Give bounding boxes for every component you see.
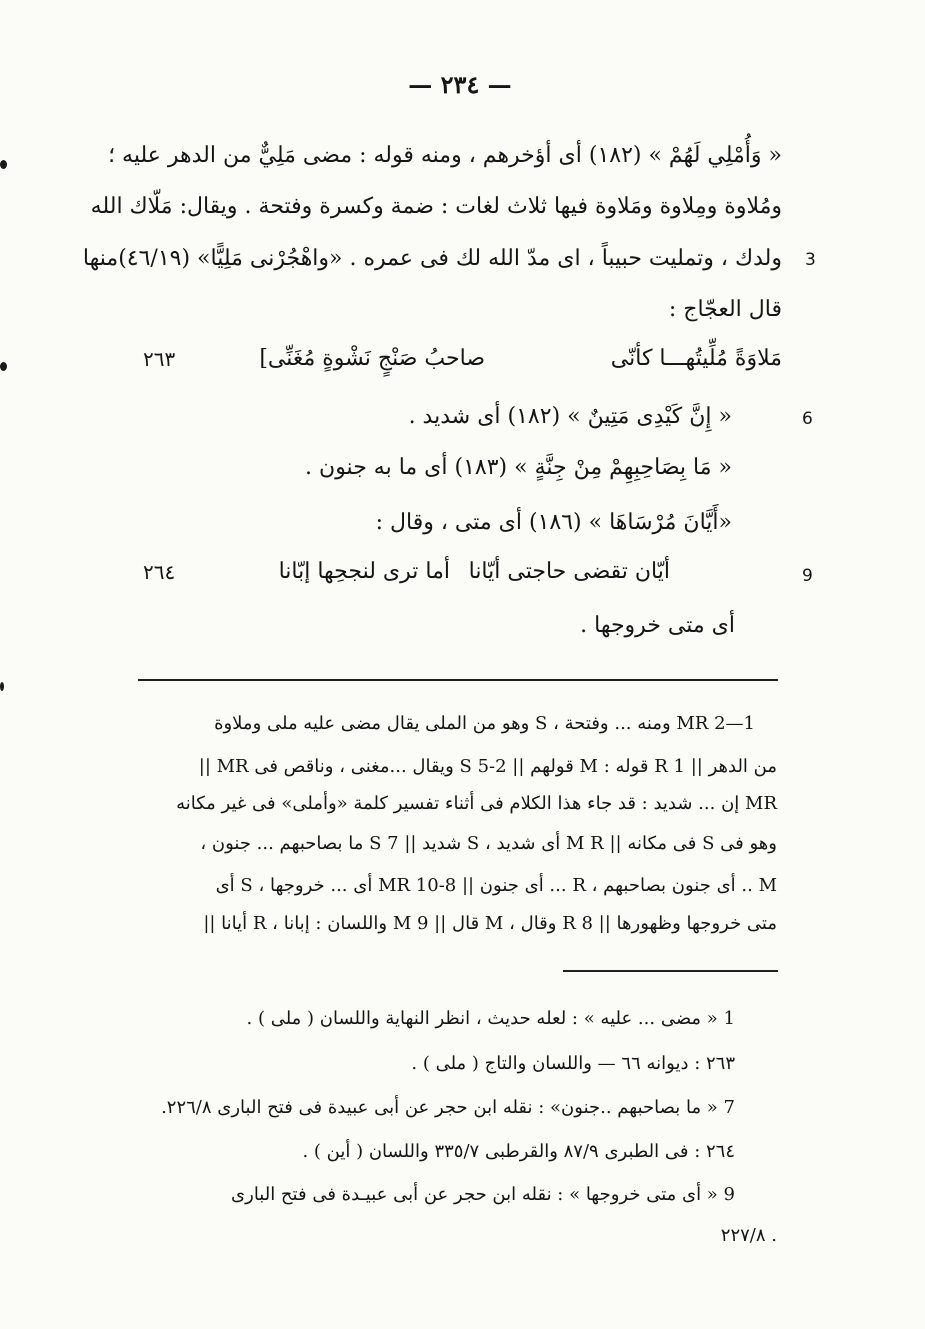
footnote: ٢٦٤ : فى الطبرى ٨٧/٩ والقرطبى ٣٣٥/٧ واللسان ( أين ) .: [302, 1141, 735, 1162]
apparatus-line: وهو فى S فى مكانه || M R أى شديد ، S شديد || 7 S ما بصاحبهم ... جنون ،: [200, 833, 777, 854]
main-text-line: « مَا بِصَاحِبِهِمْ مِنْ جِنَّةٍ » (١٨٣) أى ما به جنون .: [305, 455, 732, 480]
apparatus-separator: [138, 679, 778, 681]
footnote: 1 « مضى ... عليه » : لعله حديث ، انظر النهاية واللسان ( ملى ) .: [246, 1008, 735, 1029]
main-text-line: « إِنَّ كَيْدِى مَتِينٌ » (١٨٢) أى شديد .: [408, 404, 732, 429]
page-number: — ٢٣٤ —: [408, 70, 512, 99]
line-number: 6: [802, 409, 813, 429]
line-number: 9: [802, 566, 813, 586]
verse-number: ٢٦٤: [143, 560, 176, 584]
main-text-line: « وَأُمْلِي لَهُمْ » (١٨٢) أى أؤخرهم ، ومنه قوله : مضى مَلِيٌّ من الدهر عليه ؛: [108, 143, 782, 168]
main-text-line: أى متى خروجها .: [580, 613, 735, 638]
margin-mark: [0, 160, 7, 169]
apparatus-line: M .. أى جنون بصاحبهم ، R ... أى جنون || 8-10 MR أى ... خروجها ، S أى: [215, 875, 777, 896]
footnote-separator: [563, 970, 778, 972]
main-text-line: ومُلاوة ومِلاوة ومَلاوة فيها ثلاث لغات : ضمة وكسرة وفتحة . ويقال: مَلّاك الله: [90, 194, 782, 219]
margin-mark: [0, 682, 4, 691]
verse-first-hemistich: أيّان تقضى حاجتى أيّانا: [468, 559, 670, 584]
main-text-line: «أَيَّانَ مُرْسَاهَا » (١٨٦) أى متى ، وقال :: [375, 510, 732, 535]
verse-number: ٢٦٣: [143, 347, 176, 371]
apparatus-line: 1—2 MR ومنه ... وفتحة ، S وهو من الملى يقال مضى عليه ملى وملاوة: [214, 713, 755, 734]
footnote: 9 « أى متى خروجها » : نقله ابن حجر عن أبى عبيـدة فى فتح البارى: [231, 1184, 735, 1205]
main-text-line: قال العجّاج :: [668, 297, 782, 322]
verse-first-hemistich: مَلاوَةً مُلِّيتُهـــا كأنّى: [610, 346, 782, 371]
footnote: . ٢٢٧/٨: [720, 1225, 777, 1246]
main-text-line: ولدك ، وتمليت حبيباً ، اى مدّ الله لك فى عمره . «واهْجُرْنى مَلِيًّا» (٤٦/١٩)منها: [82, 246, 782, 271]
line-number: 3: [805, 250, 816, 270]
footnote: 7 « ما بصاحبهم ..جنون» : نقله ابن حجر عن أبى عبيدة فى فتح البارى ٢٢٦/٨.: [161, 1097, 735, 1118]
apparatus-line: MR إن ... شديد : قد جاء هذا الكلام فى أثناء تفسير كلمة «وأملى» فى غير مكانه: [176, 793, 777, 814]
footnote: ٢٦٣ : ديوانه ٦٦ — واللسان والتاج ( ملى ) .: [411, 1053, 735, 1074]
apparatus-line: من الدهر || 1 R قوله : M قولهم || 2-5 S ويقال ...مغنى ، وناقص فى MR ||: [198, 756, 777, 777]
apparatus-line: متى خروجها وظهورها || 8 R وقال ، M قال || 9 M واللسان : إبانا ، R أيانا ||: [203, 913, 777, 934]
verse-second-hemistich: صاحبُ صَنْجٍ نَشْوةٍ مُغَنِّى]: [259, 346, 485, 371]
margin-mark: [0, 362, 7, 371]
verse-second-hemistich: أما ترى لنجحِها إبّانا: [278, 559, 450, 584]
